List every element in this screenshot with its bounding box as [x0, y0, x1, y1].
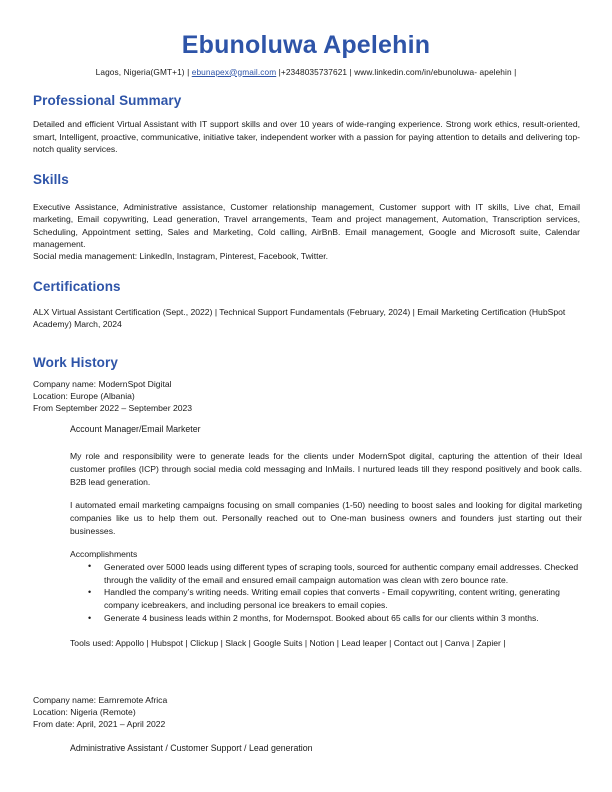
- work-history-job: [0, 378, 612, 650]
- job-title: Administrative Assistant / Customer Support / Lead generation: [70, 742, 313, 753]
- job-company: Company name: ModernSpot Digital: [33, 378, 172, 389]
- job-location: Location: Europe (Albania): [33, 391, 135, 402]
- section-heading-work-history: Work History: [33, 354, 118, 370]
- contact-linkedin: www.linkedin.com/in/ebunoluwa- apelehin |: [351, 66, 517, 77]
- certifications-text: ALX Virtual Assistant Certification (Sept., 2022) | Technical Support Fundamentals (February, 2024) | Email Marketing Certification (HubSpot Academy) March, 2024: [33, 306, 566, 330]
- tools-used-text: Tools used: Appollo | Hubspot | Clickup | Slack | Google Suits | Notion | Lead leaper | Contact out | Canva | Zapier |: [70, 638, 506, 649]
- accomplishments-list: [70, 561, 582, 625]
- skills-social-media-text: Social media management: LinkedIn, Instagram, Pinterest, Facebook, Twitter.: [33, 251, 329, 262]
- professional-summary-text: Detailed and efficient Virtual Assistant with IT support skills and over 10 years of wide-ranging experience. Strong work ethics, result-oriented, smart, Intelligent, proactive, communicative, initiative taker, independent worker with a passion for paying attention to details and delivering top-notch quality services.: [33, 119, 580, 155]
- work-history-job: [0, 694, 612, 753]
- accomplishments-label: Accomplishments: [70, 548, 138, 559]
- job-company: Company name: Earnremote Africa: [33, 695, 168, 705]
- email-link[interactable]: ebunapex@gmail.com: [191, 66, 277, 77]
- job-description: [0, 450, 612, 650]
- job-paragraph: I automated email marketing campaigns focusing on small companies (1-50) needing to boost sales and looking for digital marketing companies like us to help them out. Personally reached out to One-man business owners and founders just starting out their businesses.: [70, 500, 582, 536]
- section-heading-professional-summary: Professional Summary: [33, 93, 182, 109]
- contact-phone: |+2348035737621 |: [276, 66, 352, 77]
- skills-text: Executive Assistance, Administrative assistance, Customer relationship management, Customer support with IT skills, Live chat, Email marketing, Email copywriting, Lead generation, Travel arrangements, Team and project management, Automation, Transcription services, Scheduling, Appointment setting, Sales and Marketing, Cold calling, AirBnB. Email management, Google and Microsoft suite, Calendar management.: [33, 201, 580, 249]
- list-item: • Generate 4 business leads within 2 months, for Modernspot. Booked about 65 calls for our clients within 3 months.: [88, 612, 582, 625]
- job-location: Location: Nigeria (Remote): [33, 707, 136, 718]
- list-item: • Handled the company’s writing needs. Writing email copies that converts - Email copywriting, content writing, generating company icebreakers, and including personal ice breakers to email copies.: [88, 586, 582, 612]
- contact-line: [0, 67, 612, 78]
- contact-location: Lagos, Nigeria(GMT+1) |: [95, 66, 190, 77]
- list-item: • Generated over 5000 leads using different types of scraping tools, sourced for authentic company email addresses. Checked through the validity of the email and ensured email campaign automation was clean with zero bounce rate.: [88, 561, 582, 587]
- job-title: Account Manager/Email Marketer: [70, 424, 201, 435]
- job-dates: From date: April, 2021 – April 2022: [33, 719, 166, 730]
- section-heading-certifications: Certifications: [33, 278, 121, 294]
- section-heading-skills: Skills: [33, 171, 69, 187]
- page-title: Ebunoluwa Apelehin: [181, 31, 431, 59]
- job-dates: From September 2022 – September 2023: [33, 403, 193, 414]
- job-paragraph: My role and responsibility were to generate leads for the clients under ModernSpot digital, capturing the attention of their Ideal customer profiles (ICP) through social media cold messaging and InMails. I nurtured leads till they respond positively and book calls. B2B lead generation.: [70, 451, 582, 488]
